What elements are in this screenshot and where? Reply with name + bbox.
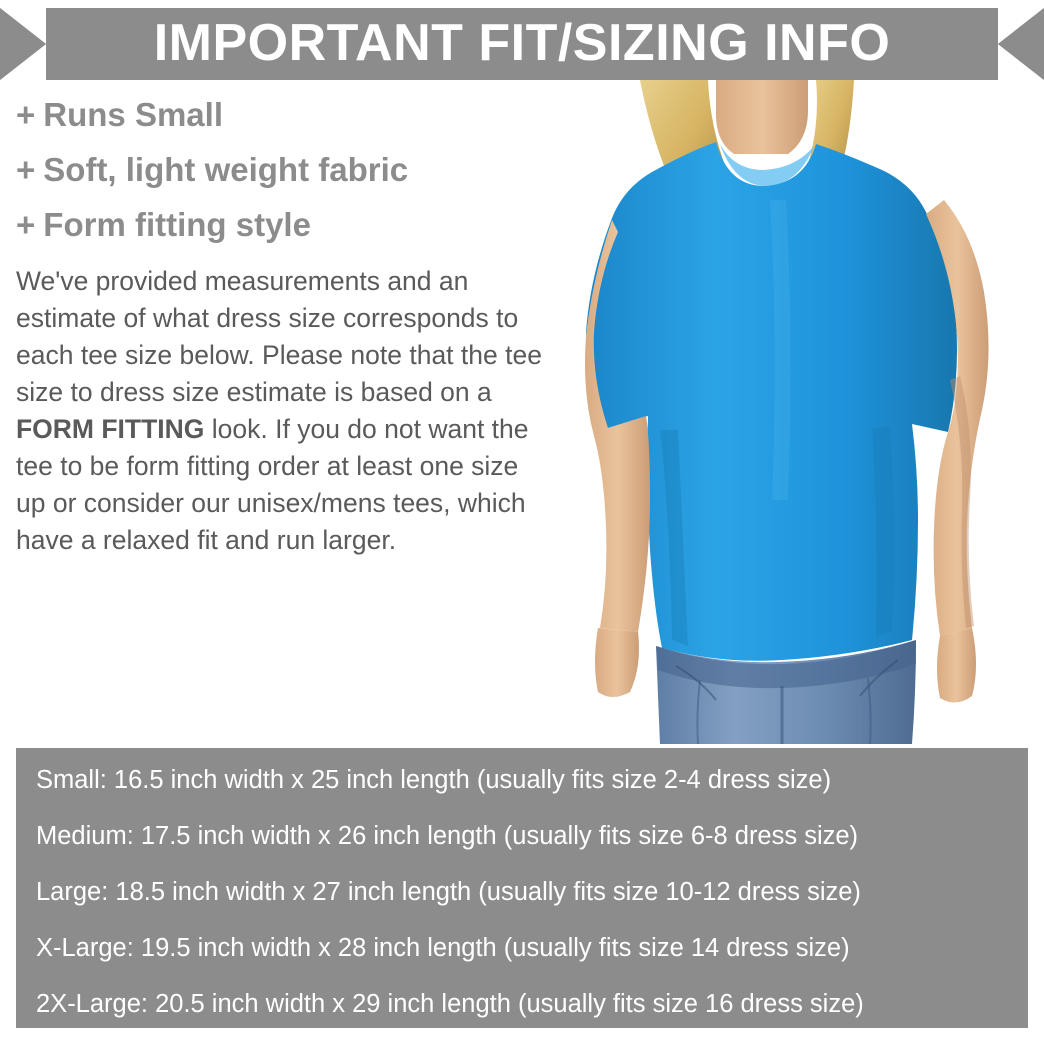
- model-photo: [520, 80, 1044, 744]
- sizing-row: Large: 18.5 inch width x 27 inch length (usually fits size 10-12 dress size): [36, 878, 861, 906]
- plus-icon: +: [16, 96, 36, 133]
- sizing-row: Small: 16.5 inch width x 25 inch length (usually fits size 2-4 dress size): [36, 766, 832, 794]
- page-title: IMPORTANT FIT/SIZING INFO: [153, 14, 891, 72]
- header-banner: [0, 8, 1044, 80]
- bullet-label: Soft, light weight fabric: [43, 151, 409, 188]
- plus-icon: +: [16, 151, 36, 188]
- fit-info-column: [16, 94, 558, 559]
- description-part-2: look. If you do not want the tee to be form fitting order at least one size up or consider our unisex/mens tees, which have a relaxed fit and run larger.: [16, 414, 529, 555]
- bullet-item: [16, 208, 558, 241]
- bullet-label: Runs Small: [43, 96, 223, 133]
- description-emphasis: FORM FITTING: [16, 414, 205, 444]
- model-photo-illustration: [520, 80, 1044, 744]
- bullet-label: Form fitting style: [43, 206, 311, 243]
- bullet-item: [16, 98, 558, 131]
- description-part-1: We've provided measurements and an estimate of what dress size corresponds to each tee size below. Please note that the tee size to dress size estimate is based on a: [16, 266, 542, 407]
- plus-icon: +: [16, 206, 36, 243]
- description-paragraph: [16, 263, 546, 559]
- sizing-row: X-Large: 19.5 inch width x 28 inch length (usually fits size 14 dress size): [36, 934, 850, 962]
- sizing-table: [16, 748, 1028, 1028]
- sizing-row: 2X-Large: 20.5 inch width x 29 inch length (usually fits size 16 dress size): [36, 990, 864, 1018]
- sizing-row: Medium: 17.5 inch width x 26 inch length (usually fits size 6-8 dress size): [36, 822, 859, 850]
- bullet-item: [16, 153, 558, 186]
